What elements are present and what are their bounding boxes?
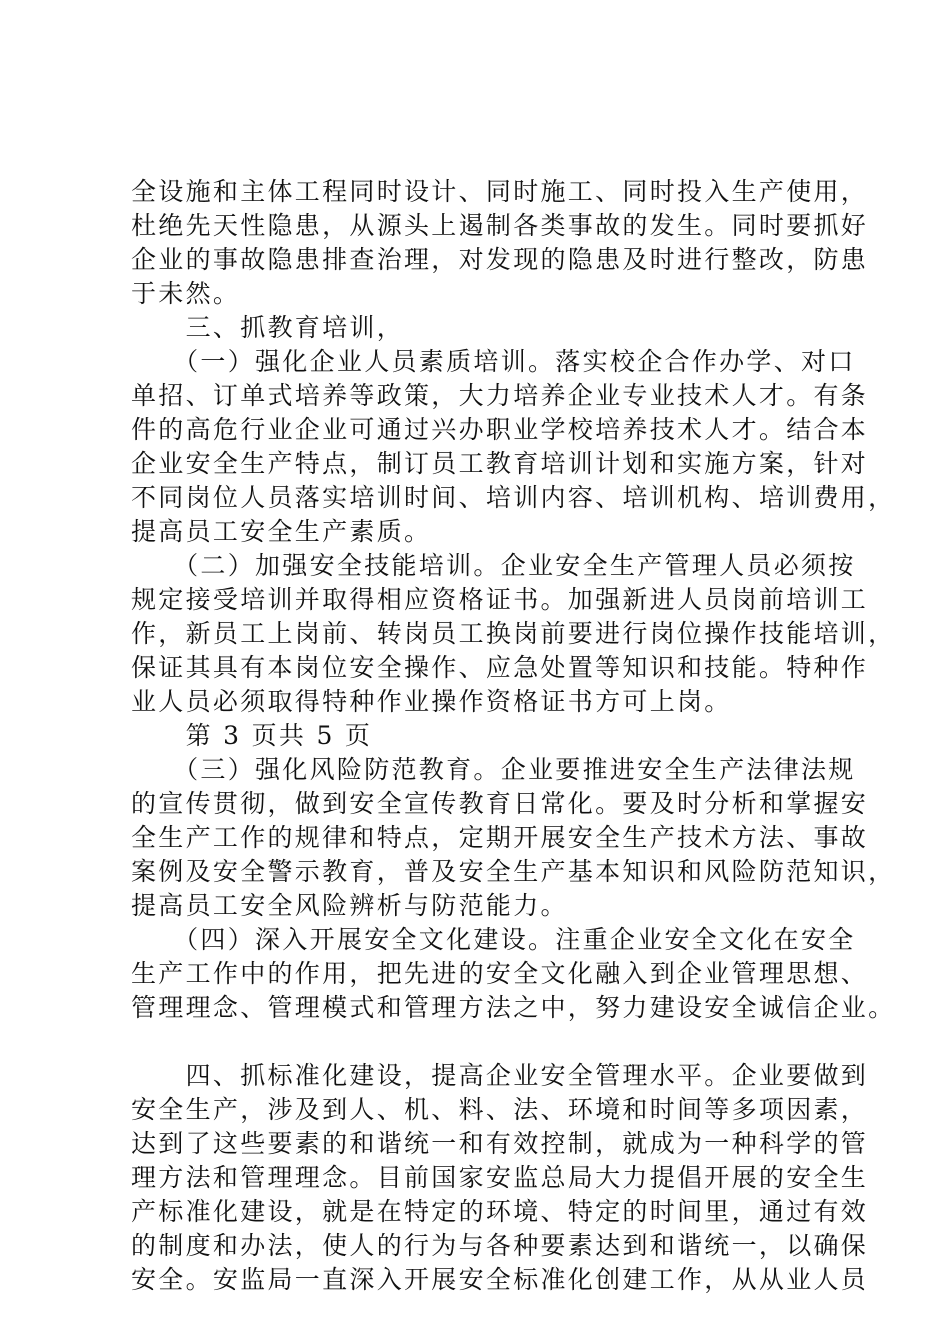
text-line: 规定接受培训并取得相应资格证书。加强新进人员岗前培训工 xyxy=(131,585,869,614)
text-line: 提高员工安全风险辨析与防范能力。 xyxy=(131,891,568,920)
text-line: 不同岗位人员落实培训时间、培训内容、培训机构、培训费用， xyxy=(131,483,896,512)
text-line: 全生产工作的规律和特点，定期开展安全生产技术方法、事故 xyxy=(131,823,869,852)
text-line: 的制度和办法，使人的行为与各种要素达到和谐统一，以确保 xyxy=(131,1231,869,1260)
text-line: 理方法和管理理念。目前国家安监总局大力提倡开展的安全生 xyxy=(131,1163,869,1192)
text-line: 业人员必须取得特种作业操作资格证书方可上岗。 xyxy=(131,687,732,716)
text-line: 杜绝先天性隐患，从源头上遏制各类事故的发生。同时要抓好 xyxy=(131,211,869,240)
text-line: 的宣传贯彻，做到安全宣传教育日常化。要及时分析和掌握安 xyxy=(131,789,869,818)
section-heading: 三、抓教育培训， xyxy=(131,313,405,342)
blank-line xyxy=(131,1025,851,1059)
text-line: 生产工作中的作用，把先进的安全文化融入到企业管理思想、 xyxy=(131,959,869,988)
text-line: 产标准化建设，就是在特定的环境、特定的时间里，通过有效 xyxy=(131,1197,869,1226)
text-line: 案例及安全警示教育，普及安全生产基本知识和风险防范知识， xyxy=(131,857,896,886)
text-line: 企业安全生产特点，制订员工教育培训计划和实施方案，针对 xyxy=(131,449,869,478)
text-line: 四、抓标准化建设，提高企业安全管理水平。企业要做到 xyxy=(131,1061,869,1090)
text-line: （三）强化风险防范教育。企业要推进安全生产法律法规 xyxy=(131,755,856,784)
page-number: 第 3 页共 5 页 xyxy=(131,721,373,750)
text-line: 安全。安监局一直深入开展安全标准化创建工作，从从业人员 xyxy=(131,1265,869,1294)
text-line: 作，新员工上岗前、转岗员工换岗前要进行岗位操作技能培训， xyxy=(131,619,896,648)
text-line: 保证其具有本岗位安全操作、应急处置等知识和技能。特种作 xyxy=(131,653,869,682)
text-line: 全设施和主体工程同时设计、同时施工、同时投入生产使用， xyxy=(131,177,869,206)
text-line: 安全生产，涉及到人、机、料、法、环境和时间等多项因素， xyxy=(131,1095,869,1124)
text-line: 单招、订单式培养等政策，大力培养企业专业技术人才。有条 xyxy=(131,381,869,410)
text-line: （一）强化企业人员素质培训。落实校企合作办学、对口 xyxy=(131,347,856,376)
text-line: 件的高危行业企业可通过兴办职业学校培养技术人才。结合本 xyxy=(131,415,869,444)
text-line: 管理理念、管理模式和管理方法之中，努力建设安全诚信企业。 xyxy=(131,993,896,1022)
text-line: 于未然。 xyxy=(131,279,241,308)
text-line: 达到了这些要素的和谐统一和有效控制，就成为一种科学的管 xyxy=(131,1129,869,1158)
text-line: （四）深入开展安全文化建设。注重企业安全文化在安全 xyxy=(131,925,856,954)
text-line: 企业的事故隐患排查治理，对发现的隐患及时进行整改，防患 xyxy=(131,245,869,274)
text-line: （二）加强安全技能培训。企业安全生产管理人员必须按 xyxy=(131,551,856,580)
text-line: 提高员工安全生产素质。 xyxy=(131,517,432,546)
